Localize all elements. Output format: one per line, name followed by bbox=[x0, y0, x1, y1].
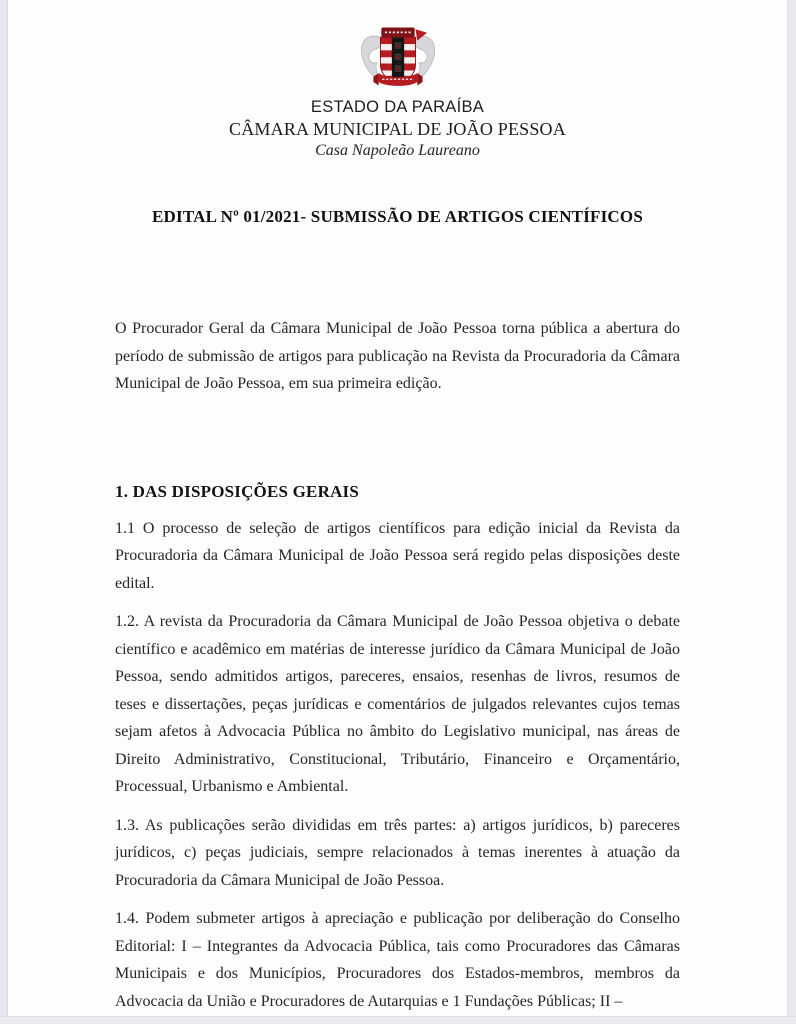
paragraph-1-2: 1.2. A revista da Procuradoria da Câmara Municipal de João Pessoa objetiva o debate científico e acadêmico em matérias de interesse jurídico da Câmara Municipal de João Pessoa, sendo admitidos artigos, pareceres, ensaios, resenhas de livros, resumos de teses e dissertações, peças jurídicas e comentários de julgados relevantes cujos temas sejam afetos à Advocacia Pública no âmbito do Legislativo municipal, nas áreas de Direito Administrativo, Constitucional, Tributário, Financeiro e Orçamentário, Processual, Urbanismo e Ambiental. bbox=[115, 613, 680, 795]
coat-of-arms-icon bbox=[115, 24, 680, 96]
page-edge-shadow-right bbox=[787, 0, 796, 1024]
intro-paragraph: O Procurador Geral da Câmara Municipal de João Pessoa torna pública a abertura do período de submissão de artigos para publicação na Revista da Procuradoria da Câmara Municipal de João Pessoa, em sua primeira edição. bbox=[115, 320, 680, 392]
edital-title: EDITAL Nº 01/2021- SUBMISSÃO DE ARTIGOS CIENTÍFICOS bbox=[151, 207, 643, 226]
section-1-heading: 1. DAS DISPOSIÇÕES GERAIS bbox=[115, 481, 360, 501]
paragraph-1-4: 1.4. Podem submeter artigos à apreciação e publicação por deliberação do Conselho Editorial: I – Integrantes da Advocacia Pública, tais como Procuradores das Câmaras Municipais e dos Municípios, Procuradores dos Estados-membros, membros da Advocacia da União e Procuradores de Autarquias e 1 Fundações Públicas; II – bbox=[115, 910, 680, 1010]
letterhead bbox=[115, 24, 680, 160]
letterhead-building: Casa Napoleão Laureano bbox=[315, 142, 480, 159]
paragraph-1-1: 1.1 O processo de seleção de artigos científicos para edição inicial da Revista da Procuradoria da Câmara Municipal de João Pessoa será regido pelas disposições deste edital. bbox=[115, 519, 680, 592]
page-edge-shadow-bottom bbox=[0, 1016, 796, 1024]
letterhead-state: ESTADO DA PARAÍBA bbox=[310, 98, 485, 116]
letterhead-organization: CÂMARA MUNICIPAL DE JOÃO PESSOA bbox=[229, 119, 566, 139]
page-edge-shadow-left bbox=[0, 0, 8, 1024]
paragraph-1-3: 1.3. As publicações serão divididas em três partes: a) artigos jurídicos, b) pareceres jurídicos, c) peças judiciais, sempre relacionados à temas inerentes à atuação da Procuradoria da Câmara Municipal de João Pessoa. bbox=[115, 816, 680, 889]
